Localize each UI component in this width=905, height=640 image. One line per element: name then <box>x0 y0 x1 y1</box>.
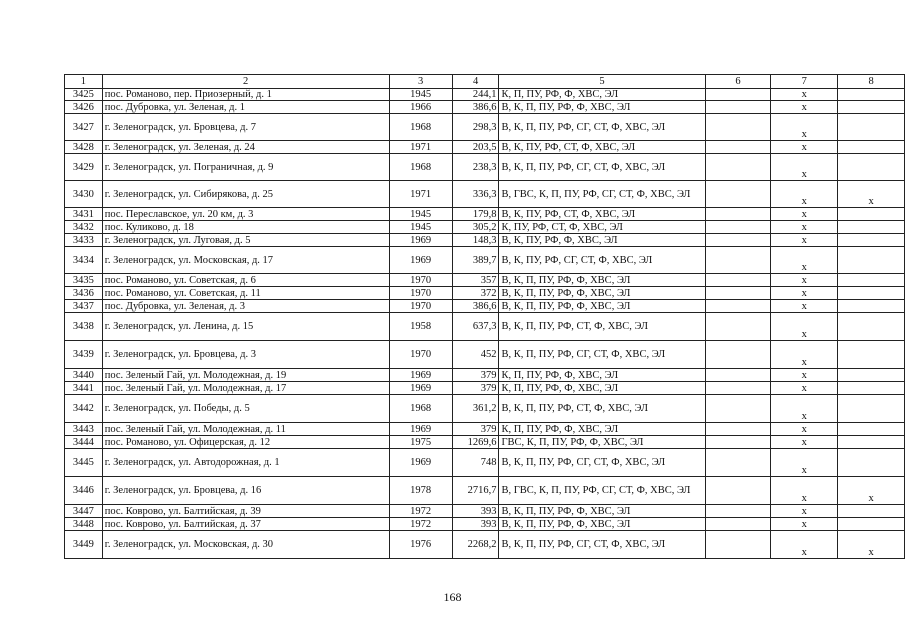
row-number-cell: 3442 <box>65 395 103 423</box>
address-cell: г. Зеленоградск, ул. Автодорожная, д. 1 <box>102 449 389 477</box>
col7-mark-cell: х <box>771 423 838 436</box>
year-cell: 1969 <box>389 449 452 477</box>
address-cell: пос. Зеленый Гай, ул. Молодежная, д. 19 <box>102 369 389 382</box>
row-number-cell: 3427 <box>65 114 103 141</box>
col8-mark-cell <box>838 313 905 341</box>
works-cell: В, К, П, ПУ, РФ, СГ, СТ, Ф, ХВС, ЭЛ <box>499 114 705 141</box>
year-cell: 1969 <box>389 423 452 436</box>
col7-mark-cell: х <box>771 221 838 234</box>
table-row <box>65 313 905 341</box>
area-cell: 244,1 <box>452 89 499 101</box>
table-row <box>65 154 905 181</box>
col8-mark-cell <box>838 208 905 221</box>
works-cell: ГВС, К, П, ПУ, РФ, Ф, ХВС, ЭЛ <box>499 436 705 449</box>
row-number-cell: 3449 <box>65 531 103 559</box>
col7-mark-cell: х <box>771 274 838 287</box>
row-number-cell: 3435 <box>65 274 103 287</box>
col8-mark-cell <box>838 141 905 154</box>
col6-cell <box>705 531 771 559</box>
row-number-cell: 3429 <box>65 154 103 181</box>
works-cell: В, К, П, ПУ, РФ, СГ, СТ, Ф, ХВС, ЭЛ <box>499 154 705 181</box>
address-cell: г. Зеленоградск, ул. Сибирякова, д. 25 <box>102 181 389 208</box>
row-number-cell: 3437 <box>65 300 103 313</box>
table-row <box>65 369 905 382</box>
col7-mark-cell: х <box>771 369 838 382</box>
area-cell: 379 <box>452 382 499 395</box>
works-cell: В, ГВС, К, П, ПУ, РФ, СГ, СТ, Ф, ХВС, ЭЛ <box>499 477 705 505</box>
col7-mark-cell: х <box>771 395 838 423</box>
col8-mark-cell <box>838 518 905 531</box>
col6-cell <box>705 505 771 518</box>
area-cell: 372 <box>452 287 499 300</box>
header-cell-6: 6 <box>705 75 771 89</box>
col7-mark-cell: х <box>771 208 838 221</box>
address-cell: г. Зеленоградск, ул. Луговая, д. 5 <box>102 234 389 247</box>
col6-cell <box>705 114 771 141</box>
year-cell: 1945 <box>389 208 452 221</box>
col7-mark-cell: х <box>771 114 838 141</box>
col6-cell <box>705 221 771 234</box>
col7-mark-cell: х <box>771 341 838 369</box>
area-cell: 393 <box>452 518 499 531</box>
address-cell: г. Зеленоградск, ул. Бровцева, д. 16 <box>102 477 389 505</box>
table-row <box>65 101 905 114</box>
table-row <box>65 208 905 221</box>
works-cell: В, К, П, ПУ, РФ, СТ, Ф, ХВС, ЭЛ <box>499 395 705 423</box>
row-number-cell: 3444 <box>65 436 103 449</box>
header-cell-5: 5 <box>499 75 705 89</box>
area-cell: 203,5 <box>452 141 499 154</box>
row-number-cell: 3432 <box>65 221 103 234</box>
area-cell: 386,6 <box>452 300 499 313</box>
col8-mark-cell: х <box>838 531 905 559</box>
area-cell: 379 <box>452 423 499 436</box>
col8-mark-cell <box>838 423 905 436</box>
col8-mark-cell <box>838 114 905 141</box>
col8-mark-cell <box>838 274 905 287</box>
row-number-cell: 3426 <box>65 101 103 114</box>
header-cell-1: 1 <box>65 75 103 89</box>
table-row <box>65 221 905 234</box>
table-row <box>65 518 905 531</box>
address-cell: пос. Романово, ул. Советская, д. 11 <box>102 287 389 300</box>
table-row <box>65 141 905 154</box>
col8-mark-cell <box>838 221 905 234</box>
table-row <box>65 449 905 477</box>
works-cell: В, К, ПУ, РФ, Ф, ХВС, ЭЛ <box>499 234 705 247</box>
col8-mark-cell <box>838 449 905 477</box>
table-row <box>65 287 905 300</box>
row-number-cell: 3447 <box>65 505 103 518</box>
col7-mark-cell: х <box>771 101 838 114</box>
works-cell: К, П, ПУ, РФ, Ф, ХВС, ЭЛ <box>499 423 705 436</box>
table-row <box>65 382 905 395</box>
year-cell: 1972 <box>389 505 452 518</box>
col6-cell <box>705 423 771 436</box>
col6-cell <box>705 247 771 274</box>
area-cell: 336,3 <box>452 181 499 208</box>
table-row <box>65 300 905 313</box>
col8-mark-cell <box>838 382 905 395</box>
year-cell: 1969 <box>389 247 452 274</box>
row-number-cell: 3433 <box>65 234 103 247</box>
works-cell: К, П, ПУ, РФ, Ф, ХВС, ЭЛ <box>499 89 705 101</box>
area-cell: 298,3 <box>452 114 499 141</box>
col8-mark-cell <box>838 287 905 300</box>
area-cell: 389,7 <box>452 247 499 274</box>
year-cell: 1971 <box>389 181 452 208</box>
col7-mark-cell: х <box>771 141 838 154</box>
address-cell: г. Зеленоградск, ул. Ленина, д. 15 <box>102 313 389 341</box>
col8-mark-cell <box>838 300 905 313</box>
col8-mark-cell <box>838 154 905 181</box>
col8-mark-cell <box>838 234 905 247</box>
row-number-cell: 3441 <box>65 382 103 395</box>
header-cell-3: 3 <box>389 75 452 89</box>
year-cell: 1968 <box>389 395 452 423</box>
row-number-cell: 3445 <box>65 449 103 477</box>
year-cell: 1971 <box>389 141 452 154</box>
works-cell: В, К, П, ПУ, РФ, СГ, СТ, Ф, ХВС, ЭЛ <box>499 449 705 477</box>
year-cell: 1945 <box>389 221 452 234</box>
area-cell: 393 <box>452 505 499 518</box>
row-number-cell: 3440 <box>65 369 103 382</box>
col6-cell <box>705 234 771 247</box>
table-row <box>65 181 905 208</box>
row-number-cell: 3439 <box>65 341 103 369</box>
works-cell: К, ПУ, РФ, СТ, Ф, ХВС, ЭЛ <box>499 221 705 234</box>
address-cell: пос. Коврово, ул. Балтийская, д. 39 <box>102 505 389 518</box>
row-number-cell: 3436 <box>65 287 103 300</box>
col8-mark-cell <box>838 101 905 114</box>
address-cell: пос. Коврово, ул. Балтийская, д. 37 <box>102 518 389 531</box>
col6-cell <box>705 313 771 341</box>
col6-cell <box>705 154 771 181</box>
table-row <box>65 89 905 101</box>
table-row <box>65 341 905 369</box>
col6-cell <box>705 101 771 114</box>
col7-mark-cell: х <box>771 89 838 101</box>
year-cell: 1970 <box>389 287 452 300</box>
col7-mark-cell: х <box>771 234 838 247</box>
area-cell: 452 <box>452 341 499 369</box>
works-cell: В, К, ПУ, РФ, СТ, Ф, ХВС, ЭЛ <box>499 141 705 154</box>
address-cell: г. Зеленоградск, ул. Зеленая, д. 24 <box>102 141 389 154</box>
year-cell: 1976 <box>389 531 452 559</box>
year-cell: 1958 <box>389 313 452 341</box>
year-cell: 1970 <box>389 274 452 287</box>
col6-cell <box>705 395 771 423</box>
works-cell: В, К, П, ПУ, РФ, Ф, ХВС, ЭЛ <box>499 101 705 114</box>
table-row <box>65 505 905 518</box>
row-number-cell: 3425 <box>65 89 103 101</box>
year-cell: 1978 <box>389 477 452 505</box>
col6-cell <box>705 89 771 101</box>
area-cell: 238,3 <box>452 154 499 181</box>
address-cell: пос. Зеленый Гай, ул. Молодежная, д. 17 <box>102 382 389 395</box>
works-cell: К, П, ПУ, РФ, Ф, ХВС, ЭЛ <box>499 382 705 395</box>
area-cell: 637,3 <box>452 313 499 341</box>
year-cell: 1968 <box>389 154 452 181</box>
address-cell: г. Зеленоградск, ул. Бровцева, д. 3 <box>102 341 389 369</box>
works-cell: В, ГВС, К, П, ПУ, РФ, СГ, СТ, Ф, ХВС, ЭЛ <box>499 181 705 208</box>
col8-mark-cell <box>838 505 905 518</box>
area-cell: 748 <box>452 449 499 477</box>
col8-mark-cell <box>838 436 905 449</box>
col6-cell <box>705 181 771 208</box>
header-cell-2: 2 <box>102 75 389 89</box>
col8-mark-cell <box>838 395 905 423</box>
col6-cell <box>705 518 771 531</box>
table-row <box>65 531 905 559</box>
col6-cell <box>705 369 771 382</box>
col6-cell <box>705 300 771 313</box>
col7-mark-cell: х <box>771 382 838 395</box>
works-cell: В, К, П, ПУ, РФ, Ф, ХВС, ЭЛ <box>499 518 705 531</box>
area-cell: 357 <box>452 274 499 287</box>
row-number-cell: 3443 <box>65 423 103 436</box>
col8-mark-cell <box>838 89 905 101</box>
address-cell: г. Зеленоградск, ул. Пограничная, д. 9 <box>102 154 389 181</box>
year-cell: 1969 <box>389 369 452 382</box>
col7-mark-cell: х <box>771 181 838 208</box>
address-cell: пос. Романово, пер. Приозерный, д. 1 <box>102 89 389 101</box>
col6-cell <box>705 449 771 477</box>
col7-mark-cell: х <box>771 247 838 274</box>
works-cell: К, П, ПУ, РФ, Ф, ХВС, ЭЛ <box>499 369 705 382</box>
works-cell: В, К, П, ПУ, РФ, Ф, ХВС, ЭЛ <box>499 274 705 287</box>
col7-mark-cell: х <box>771 300 838 313</box>
area-cell: 148,3 <box>452 234 499 247</box>
year-cell: 1969 <box>389 234 452 247</box>
address-cell: пос. Зеленый Гай, ул. Молодежная, д. 11 <box>102 423 389 436</box>
header-cell-7: 7 <box>771 75 838 89</box>
col6-cell <box>705 208 771 221</box>
works-cell: В, К, П, ПУ, РФ, СГ, СТ, Ф, ХВС, ЭЛ <box>499 531 705 559</box>
address-cell: пос. Переславское, ул. 20 км, д. 3 <box>102 208 389 221</box>
page-number: 168 <box>443 590 462 604</box>
table-row <box>65 247 905 274</box>
row-number-cell: 3430 <box>65 181 103 208</box>
col7-mark-cell: х <box>771 531 838 559</box>
year-cell: 1969 <box>389 382 452 395</box>
works-cell: В, К, ПУ, РФ, СТ, Ф, ХВС, ЭЛ <box>499 208 705 221</box>
header-row <box>65 75 905 89</box>
address-cell: пос. Дубровка, ул. Зеленая, д. 1 <box>102 101 389 114</box>
table-row <box>65 436 905 449</box>
col6-cell <box>705 382 771 395</box>
table-row <box>65 114 905 141</box>
col8-mark-cell <box>838 341 905 369</box>
address-cell: пос. Куликово, д. 18 <box>102 221 389 234</box>
works-cell: В, К, П, ПУ, РФ, Ф, ХВС, ЭЛ <box>499 300 705 313</box>
area-cell: 179,8 <box>452 208 499 221</box>
address-cell: пос. Романово, ул. Советская, д. 6 <box>102 274 389 287</box>
col7-mark-cell: х <box>771 505 838 518</box>
year-cell: 1968 <box>389 114 452 141</box>
address-cell: г. Зеленоградск, ул. Московская, д. 17 <box>102 247 389 274</box>
area-cell: 2716,7 <box>452 477 499 505</box>
area-cell: 386,6 <box>452 101 499 114</box>
year-cell: 1970 <box>389 300 452 313</box>
address-cell: пос. Дубровка, ул. Зеленая, д. 3 <box>102 300 389 313</box>
col8-mark-cell: х <box>838 181 905 208</box>
col6-cell <box>705 477 771 505</box>
col7-mark-cell: х <box>771 449 838 477</box>
col7-mark-cell: х <box>771 518 838 531</box>
header-cell-8: 8 <box>838 75 905 89</box>
col7-mark-cell: х <box>771 313 838 341</box>
area-cell: 1269,6 <box>452 436 499 449</box>
col6-cell <box>705 287 771 300</box>
area-cell: 2268,2 <box>452 531 499 559</box>
row-number-cell: 3434 <box>65 247 103 274</box>
year-cell: 1945 <box>389 89 452 101</box>
address-cell: г. Зеленоградск, ул. Победы, д. 5 <box>102 395 389 423</box>
address-cell: г. Зеленоградск, ул. Московская, д. 30 <box>102 531 389 559</box>
header-cell-4: 4 <box>452 75 499 89</box>
col7-mark-cell: х <box>771 477 838 505</box>
works-cell: В, К, П, ПУ, РФ, СГ, СТ, Ф, ХВС, ЭЛ <box>499 341 705 369</box>
row-number-cell: 3446 <box>65 477 103 505</box>
area-cell: 305,2 <box>452 221 499 234</box>
row-number-cell: 3448 <box>65 518 103 531</box>
col8-mark-cell <box>838 247 905 274</box>
col7-mark-cell: х <box>771 436 838 449</box>
address-cell: г. Зеленоградск, ул. Бровцева, д. 7 <box>102 114 389 141</box>
table-row <box>65 395 905 423</box>
year-cell: 1966 <box>389 101 452 114</box>
col6-cell <box>705 341 771 369</box>
table-row <box>65 274 905 287</box>
registry-table <box>64 74 905 559</box>
table-row <box>65 423 905 436</box>
table-row <box>65 234 905 247</box>
row-number-cell: 3428 <box>65 141 103 154</box>
row-number-cell: 3431 <box>65 208 103 221</box>
row-number-cell: 3438 <box>65 313 103 341</box>
year-cell: 1972 <box>389 518 452 531</box>
table-row <box>65 477 905 505</box>
area-cell: 361,2 <box>452 395 499 423</box>
col7-mark-cell: х <box>771 154 838 181</box>
col8-mark-cell: х <box>838 477 905 505</box>
col8-mark-cell <box>838 369 905 382</box>
col6-cell <box>705 436 771 449</box>
year-cell: 1970 <box>389 341 452 369</box>
col6-cell <box>705 274 771 287</box>
works-cell: В, К, П, ПУ, РФ, Ф, ХВС, ЭЛ <box>499 505 705 518</box>
works-cell: В, К, П, ПУ, РФ, Ф, ХВС, ЭЛ <box>499 287 705 300</box>
year-cell: 1975 <box>389 436 452 449</box>
area-cell: 379 <box>452 369 499 382</box>
works-cell: В, К, ПУ, РФ, СГ, СТ, Ф, ХВС, ЭЛ <box>499 247 705 274</box>
col7-mark-cell: х <box>771 287 838 300</box>
works-cell: В, К, П, ПУ, РФ, СТ, Ф, ХВС, ЭЛ <box>499 313 705 341</box>
col6-cell <box>705 141 771 154</box>
address-cell: пос. Романово, ул. Офицерская, д. 12 <box>102 436 389 449</box>
